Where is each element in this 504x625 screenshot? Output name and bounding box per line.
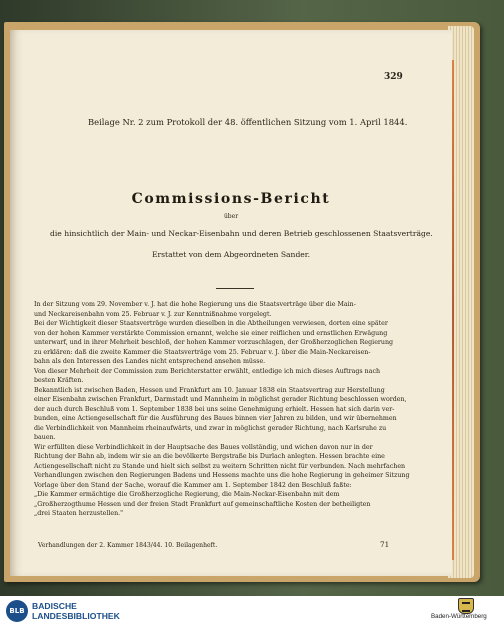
body-line: und Neckareisenbahn vom 25. Februar v. J. zur Kenntnißnahme vorgelegt. [34, 310, 272, 318]
document-title: Commissions-Bericht [131, 191, 331, 207]
body-line: der auch durch Beschluß vom 1. September 1838 bei uns seine Genehmigung erhielt. Hessen hat sich darin ver- [34, 405, 395, 413]
body-line: Bekanntlich ist zwischen Baden, Hessen und Frankfurt am 10. Januar 1838 ein Staatsvertrag zur Herstellung [34, 386, 385, 394]
body-line: bahn als den Interessen des Landes nicht entsprechend ansehen müsse. [34, 358, 266, 365]
protocol-header: Beilage Nr. 2 zum Protokoll der 48. öffentlichen Sitzung vom 1. April 1844. [88, 117, 408, 127]
body-line: Verhandlungen zwischen den Regierungen Badens und Hessens machte uns die hohe Regierung in geheimer Sitzung [34, 472, 410, 479]
page-footer: Verhandlungen der 2. Kammer 1843/44. 10. Beilagenheft. [38, 542, 218, 549]
page-number: 329 [384, 72, 403, 82]
body-line: Wir erfüllten diese Verbindlichkeit in der Hauptsache des Baues vollständig, und wichen davon nur in der [34, 443, 373, 451]
body-line: bunden, eine Actiengesellschaft für die Ausführung des Baues binnen vier Jahren zu bilden, und wir übernehmen [34, 415, 397, 422]
body-line: „Großherzogthume Hessen und der freien Stadt Frankfurt auf gemeinschaftliche Kosten der betheiligten [34, 500, 371, 508]
document-page [10, 30, 452, 576]
body-line: „Die Kammer ermächtige die Großherzogliche Regierung, die Main-Neckar-Eisenbahn mit dem [34, 491, 340, 498]
library-logo-icon[interactable]: BLB [6, 600, 28, 622]
library-name-line2: LANDESBIBLIOTHEK [32, 611, 120, 621]
body-text [34, 300, 438, 519]
body-line: „drei Staaten herzustellen." [34, 510, 124, 517]
body-line: einer Eisenbahn zwischen Frankfurt, Darmstadt und Mannheim in möglichst gerader Richtung beschlossen worden, [34, 396, 407, 403]
body-line: In der Sitzung vom 29. November v. J. hat die hohe Regierung uns die Staatsverträge über die Main- [34, 301, 356, 308]
viewer-footer-bar [0, 596, 504, 625]
body-line: Vorlage über den Stand der Sache, worauf die Kammer am 1. September 1842 den Beschluß faßte: [34, 481, 352, 489]
body-line: unterwarf, und in ihrer Mehrheit beschloß, der hohen Kammer vorzuschlagen, der Großherzoglichen Regierung [34, 339, 394, 346]
document-subject: die hinsichtlich der Main- und Neckar-Eisenbahn und deren Betrieb geschlossenen Staatsverträge. [50, 229, 433, 238]
title-connector: über [223, 213, 239, 220]
body-line: besten Kräften. [34, 377, 84, 384]
body-line: von der hohen Kammer verstärkte Commission ernannt, welche sie einer reiflichen und ernstlichen Erwägung [34, 329, 388, 337]
library-name-line1: BADISCHE [32, 601, 77, 611]
body-line: Richtung der Bahn ab, indem wir sie an die bevölkerte Bergstraße bis Durlach anlegten. Hessen brachte eine [34, 453, 385, 460]
section-divider [216, 288, 254, 290]
body-line: bauen. [34, 434, 56, 441]
library-name[interactable] [32, 601, 120, 621]
state-crest-icon [458, 598, 474, 614]
body-line: Bei der Wichtigkeit dieser Staatsverträge wurden dieselben in die Abtheilungen verwiesen, dorten eine später [34, 320, 388, 327]
body-line: die Verbindlichkeit von Mannheim rheinaufwärts, und zwar in möglichst gerader Richtung, nach Karlsruhe zu [34, 424, 387, 432]
body-line: zu erklären: daß die zweite Kammer die Staatsverträge vom 25. Februar v. J. über die Main-Neckareisen- [34, 348, 371, 356]
state-name[interactable]: Baden-Württemberg [431, 613, 487, 620]
body-line: Actiengesellschaft nicht zu Stande und hielt sich selbst zu weitern Schritten nicht für verbunden. Nach mehrfachen [34, 462, 406, 470]
body-line: Von dieser Mehrheit der Commission zum Berichterstatter erwählt, entledige ich mich dieses Auftrags nach [34, 367, 381, 375]
signature-mark: 71 [380, 540, 390, 549]
author-line: Erstattet von dem Abgeordneten Sander. [151, 250, 311, 259]
